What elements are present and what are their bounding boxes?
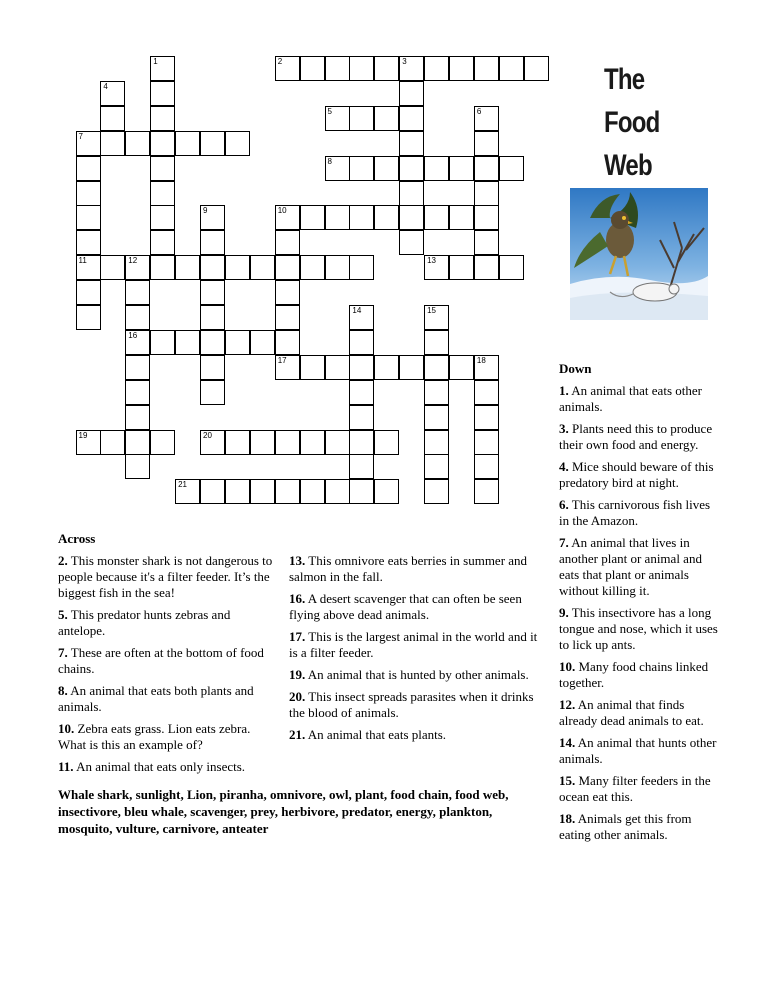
grid-cell[interactable] xyxy=(374,56,399,81)
clue-item xyxy=(289,727,547,743)
grid-cell[interactable] xyxy=(76,305,101,330)
clue-item xyxy=(559,811,719,843)
grid-cell[interactable] xyxy=(150,255,175,280)
cell-number: 2 xyxy=(277,57,283,66)
grid-cell[interactable] xyxy=(424,355,449,380)
grid-cell[interactable] xyxy=(349,479,374,504)
grid-cell[interactable] xyxy=(349,255,374,280)
grid-cell[interactable] xyxy=(100,106,125,131)
grid-cell[interactable] xyxy=(399,355,424,380)
grid-cell[interactable] xyxy=(225,131,250,156)
grid-cell[interactable] xyxy=(474,355,499,380)
grid-cell[interactable] xyxy=(449,255,474,280)
grid-cell[interactable] xyxy=(175,479,200,504)
grid-cell[interactable] xyxy=(349,430,374,455)
clue-number: 7. xyxy=(58,645,68,660)
across-clues-left xyxy=(58,531,280,781)
grid-cell[interactable] xyxy=(76,156,101,181)
down-heading: Down xyxy=(559,361,592,376)
clue-number: 11. xyxy=(58,759,74,774)
cell-number: 15 xyxy=(427,306,436,315)
grid-cell[interactable] xyxy=(499,255,524,280)
grid-cell[interactable] xyxy=(524,56,549,81)
grid-cell[interactable] xyxy=(275,255,300,280)
grid-cell[interactable] xyxy=(225,330,250,355)
clue-item xyxy=(289,553,547,585)
cell-number: 18 xyxy=(476,355,486,365)
grid-cell[interactable] xyxy=(125,305,150,330)
grid-cell[interactable] xyxy=(399,56,424,81)
grid-cell[interactable] xyxy=(374,205,399,230)
clue-number: 13. xyxy=(289,553,306,568)
clue-text: An animal that lives in another plant or animal and eats that plant or animals without killing it. xyxy=(559,535,702,598)
cell-number: 16 xyxy=(128,330,138,340)
grid-cell[interactable] xyxy=(175,330,200,355)
clue-number: 10. xyxy=(559,659,576,674)
grid-cell[interactable] xyxy=(200,479,225,504)
title-line: The xyxy=(604,63,645,96)
grid-cell[interactable] xyxy=(150,205,175,230)
cell-number: 17 xyxy=(277,355,287,365)
grid-cell[interactable] xyxy=(200,430,225,455)
grid-cell[interactable] xyxy=(200,205,225,230)
grid-cell[interactable] xyxy=(474,479,499,504)
grid-cell[interactable] xyxy=(424,156,449,181)
grid-cell[interactable] xyxy=(474,255,499,280)
down-clues xyxy=(559,361,719,849)
clue-number: 15. xyxy=(559,773,576,788)
clue-number: 19. xyxy=(289,667,306,682)
clue-number: 14. xyxy=(559,735,576,750)
grid-cell[interactable] xyxy=(125,454,150,479)
grid-cell[interactable] xyxy=(150,156,175,181)
grid-cell[interactable] xyxy=(275,355,300,380)
grid-cell[interactable] xyxy=(250,255,275,280)
page-title xyxy=(604,58,668,187)
clue-text: These are often at the bottom of food chains. xyxy=(58,645,264,676)
clue-text: This monster shark is not dangerous to people because it's a filter feeder. It’s the biggest fish in the sea! xyxy=(58,553,273,600)
clue-number: 2. xyxy=(58,553,68,568)
cell-number: 20 xyxy=(203,430,212,440)
grid-cell[interactable] xyxy=(200,131,225,156)
grid-cell[interactable] xyxy=(150,330,175,355)
grid-cell[interactable] xyxy=(449,56,474,81)
grid-cell[interactable] xyxy=(200,255,225,280)
clue-item xyxy=(559,497,719,529)
grid-cell[interactable] xyxy=(399,156,424,181)
clue-text: An animal that hunts other animals. xyxy=(559,735,717,766)
cell-number: 19 xyxy=(78,430,88,440)
grid-cell[interactable] xyxy=(349,405,374,430)
cell-number: 7 xyxy=(78,131,83,141)
clue-number: 10. xyxy=(58,721,75,736)
grid-cell[interactable] xyxy=(424,255,449,280)
clue-item xyxy=(559,773,719,805)
grid-cell[interactable] xyxy=(399,131,424,156)
grid-cell[interactable] xyxy=(300,255,325,280)
clue-item xyxy=(559,659,719,691)
grid-cell[interactable] xyxy=(374,156,399,181)
grid-cell[interactable] xyxy=(100,131,125,156)
word-bank: Whale shark, sunlight, Lion, piranha, omnivore, owl, plant, food chain, food web, insectivore, bleu whale, scavenger, prey, herbivore, predator, energy, plankton, mosquito, vulture, carnivore, anteater xyxy=(58,787,509,836)
clue-number: 5. xyxy=(58,607,68,622)
cell-number: 6 xyxy=(476,106,482,116)
grid-cell[interactable] xyxy=(275,430,300,455)
grid-cell[interactable] xyxy=(399,230,424,255)
grid-cell[interactable] xyxy=(349,156,374,181)
grid-cell[interactable] xyxy=(474,131,499,156)
clue-text: An animal that finds already dead animals to eat. xyxy=(559,697,704,728)
grid-cell[interactable] xyxy=(424,430,449,455)
clue-text: This carnivorous fish lives in the Amazon. xyxy=(559,497,711,528)
grid-cell[interactable] xyxy=(76,131,101,156)
grid-cell[interactable] xyxy=(349,380,374,405)
clue-item xyxy=(559,421,719,453)
clue-text: Many food chains linked together. xyxy=(559,659,709,690)
cell-number: 5 xyxy=(327,106,332,116)
clue-item xyxy=(289,591,547,623)
grid-cell[interactable] xyxy=(76,280,101,305)
grid-cell[interactable] xyxy=(325,355,350,380)
clue-text: This omnivore eats berries in summer and salmon in the fall. xyxy=(289,553,528,584)
grid-cell[interactable] xyxy=(474,56,499,81)
grid-cell[interactable] xyxy=(424,305,449,330)
grid-cell[interactable] xyxy=(325,106,350,131)
owl-catching-mouse-image xyxy=(570,188,708,320)
grid-cell[interactable] xyxy=(275,205,300,230)
grid-cell[interactable] xyxy=(200,230,225,255)
grid-cell[interactable] xyxy=(499,156,524,181)
grid-cell[interactable] xyxy=(325,156,350,181)
clue-number: 20. xyxy=(289,689,306,704)
grid-cell[interactable] xyxy=(175,255,200,280)
grid-cell[interactable] xyxy=(374,106,399,131)
clue-number: 3. xyxy=(559,421,569,436)
grid-cell[interactable] xyxy=(125,355,150,380)
grid-cell[interactable] xyxy=(349,205,374,230)
clue-number: 8. xyxy=(58,683,68,698)
grid-cell[interactable] xyxy=(300,56,325,81)
clue-item xyxy=(559,535,719,599)
clue-item xyxy=(289,689,547,721)
grid-cell[interactable] xyxy=(125,380,150,405)
grid-cell[interactable] xyxy=(399,181,424,206)
grid-cell[interactable] xyxy=(349,106,374,131)
grid-cell[interactable] xyxy=(250,330,275,355)
cell-number: 3 xyxy=(402,57,407,66)
grid-cell[interactable] xyxy=(374,355,399,380)
grid-cell[interactable] xyxy=(499,56,524,81)
grid-cell[interactable] xyxy=(300,355,325,380)
grid-cell[interactable] xyxy=(399,81,424,106)
grid-cell[interactable] xyxy=(424,405,449,430)
grid-cell[interactable] xyxy=(474,156,499,181)
clue-text: An animal that eats only insects. xyxy=(73,759,246,774)
cell-number: 1 xyxy=(153,57,158,66)
grid-cell[interactable] xyxy=(225,430,250,455)
grid-cell[interactable] xyxy=(474,380,499,405)
clue-number: 7. xyxy=(559,535,569,550)
grid-cell[interactable] xyxy=(125,430,150,455)
clue-item xyxy=(58,683,280,715)
grid-cell[interactable] xyxy=(349,330,374,355)
clue-item xyxy=(559,605,719,653)
clue-item xyxy=(559,697,719,729)
grid-cell[interactable] xyxy=(200,305,225,330)
grid-cell[interactable] xyxy=(349,355,374,380)
grid-cell[interactable] xyxy=(200,355,225,380)
grid-cell[interactable] xyxy=(150,430,175,455)
grid-cell[interactable] xyxy=(474,205,499,230)
grid-cell[interactable] xyxy=(100,81,125,106)
cell-number: 8 xyxy=(327,156,332,166)
clue-number: 21. xyxy=(289,727,306,742)
grid-cell[interactable] xyxy=(399,106,424,131)
grid-cell[interactable] xyxy=(76,255,101,280)
clue-number: 12. xyxy=(559,697,576,712)
crossword-grid xyxy=(0,0,560,520)
grid-cell[interactable] xyxy=(325,479,350,504)
grid-cell[interactable] xyxy=(275,56,300,81)
grid-cell[interactable] xyxy=(76,205,101,230)
clue-number: 1. xyxy=(559,383,569,398)
grid-cell[interactable] xyxy=(150,131,175,156)
clue-text: An animal that eats both plants and animals. xyxy=(58,683,254,714)
grid-cell[interactable] xyxy=(449,205,474,230)
clue-item xyxy=(289,629,547,661)
grid-cell[interactable] xyxy=(300,479,325,504)
clue-number: 16. xyxy=(289,591,306,606)
grid-cell[interactable] xyxy=(250,430,275,455)
grid-cell[interactable] xyxy=(300,205,325,230)
clue-text: This is the largest animal in the world and it is a filter feeder. xyxy=(289,629,538,660)
grid-cell[interactable] xyxy=(125,330,150,355)
grid-cell[interactable] xyxy=(374,479,399,504)
clue-item xyxy=(58,645,280,677)
cell-number: 12 xyxy=(128,256,138,266)
grid-cell[interactable] xyxy=(125,131,150,156)
grid-cell[interactable] xyxy=(325,205,350,230)
grid-cell[interactable] xyxy=(374,430,399,455)
grid-cell[interactable] xyxy=(200,330,225,355)
grid-cell[interactable] xyxy=(275,330,300,355)
cell-number: 9 xyxy=(203,206,208,216)
grid-cell[interactable] xyxy=(150,81,175,106)
cell-number: 11 xyxy=(78,256,87,266)
clue-item xyxy=(559,459,719,491)
clue-item xyxy=(58,553,280,601)
grid-cell[interactable] xyxy=(474,181,499,206)
clue-text: Plants need this to produce their own food and energy. xyxy=(559,421,713,452)
grid-cell[interactable] xyxy=(449,156,474,181)
grid-cell[interactable] xyxy=(150,106,175,131)
grid-cell[interactable] xyxy=(225,479,250,504)
clue-text: Zebra eats grass. Lion eats zebra. What is this an example of? xyxy=(58,721,251,752)
grid-cell[interactable] xyxy=(200,280,225,305)
grid-cell[interactable] xyxy=(449,355,474,380)
clue-text: Animals get this from eating other animals. xyxy=(559,811,692,842)
grid-cell[interactable] xyxy=(275,479,300,504)
grid-cell[interactable] xyxy=(474,454,499,479)
grid-cell[interactable] xyxy=(424,479,449,504)
grid-cell[interactable] xyxy=(325,255,350,280)
grid-cell[interactable] xyxy=(399,205,424,230)
clue-text: An animal that eats plants. xyxy=(305,727,447,742)
grid-cell[interactable] xyxy=(175,131,200,156)
cell-number: 10 xyxy=(277,206,287,216)
grid-cell[interactable] xyxy=(424,454,449,479)
grid-cell[interactable] xyxy=(275,230,300,255)
grid-cell[interactable] xyxy=(200,380,225,405)
grid-cell[interactable] xyxy=(325,430,350,455)
grid-cell[interactable] xyxy=(275,280,300,305)
clue-number: 18. xyxy=(559,811,576,826)
across-heading: Across xyxy=(58,531,96,546)
clue-number: 6. xyxy=(559,497,569,512)
cell-number: 21 xyxy=(178,480,187,490)
grid-cell[interactable] xyxy=(250,479,275,504)
grid-cell[interactable] xyxy=(125,405,150,430)
clue-text: This predator hunts zebras and antelope. xyxy=(58,607,231,638)
clue-item xyxy=(559,735,719,767)
grid-cell[interactable] xyxy=(474,230,499,255)
cell-number: 14 xyxy=(352,306,362,315)
grid-cell[interactable] xyxy=(150,230,175,255)
grid-cell[interactable] xyxy=(474,405,499,430)
cell-number: 4 xyxy=(103,81,108,91)
clue-text: This insectivore has a long tongue and nose, which it uses to lick up ants. xyxy=(559,605,718,652)
clue-number: 9. xyxy=(559,605,569,620)
clue-text: An animal that is hunted by other animals. xyxy=(305,667,529,682)
grid-cell[interactable] xyxy=(300,430,325,455)
grid-cell[interactable] xyxy=(76,181,101,206)
grid-cell[interactable] xyxy=(76,230,101,255)
across-clues-right xyxy=(289,553,547,749)
clue-item xyxy=(58,759,280,775)
grid-cell[interactable] xyxy=(424,380,449,405)
title-line: Food xyxy=(604,106,660,139)
title-line: Web xyxy=(604,149,652,182)
clue-item xyxy=(289,667,547,683)
grid-cell[interactable] xyxy=(125,280,150,305)
grid-cell[interactable] xyxy=(349,56,374,81)
clue-number: 4. xyxy=(559,459,569,474)
grid-cell[interactable] xyxy=(225,255,250,280)
clue-item xyxy=(58,721,280,753)
grid-cell[interactable] xyxy=(76,430,101,455)
grid-cell[interactable] xyxy=(150,56,175,81)
clue-number: 17. xyxy=(289,629,306,644)
grid-cell[interactable] xyxy=(150,181,175,206)
clue-text: An animal that eats other animals. xyxy=(559,383,702,414)
clue-text: This insect spreads parasites when it drinks the blood of animals. xyxy=(289,689,534,720)
clue-text: Many filter feeders in the ocean eat this. xyxy=(559,773,711,804)
clue-item xyxy=(559,383,719,415)
clue-text: A desert scavenger that can often be seen flying above dead animals. xyxy=(289,591,522,622)
grid-cell[interactable] xyxy=(349,305,374,330)
clue-text: Mice should beware of this predatory bird at night. xyxy=(559,459,714,490)
grid-cell[interactable] xyxy=(424,56,449,81)
grid-cell[interactable] xyxy=(100,430,125,455)
grid-cell[interactable] xyxy=(275,305,300,330)
clue-item xyxy=(58,607,280,639)
cell-number: 13 xyxy=(427,256,436,266)
grid-cell[interactable] xyxy=(474,430,499,455)
grid-cell[interactable] xyxy=(474,106,499,131)
grid-cell[interactable] xyxy=(424,205,449,230)
grid-cell[interactable] xyxy=(100,255,125,280)
grid-cell[interactable] xyxy=(125,255,150,280)
grid-cell[interactable] xyxy=(349,454,374,479)
grid-cell[interactable] xyxy=(325,56,350,81)
grid-cell[interactable] xyxy=(424,330,449,355)
